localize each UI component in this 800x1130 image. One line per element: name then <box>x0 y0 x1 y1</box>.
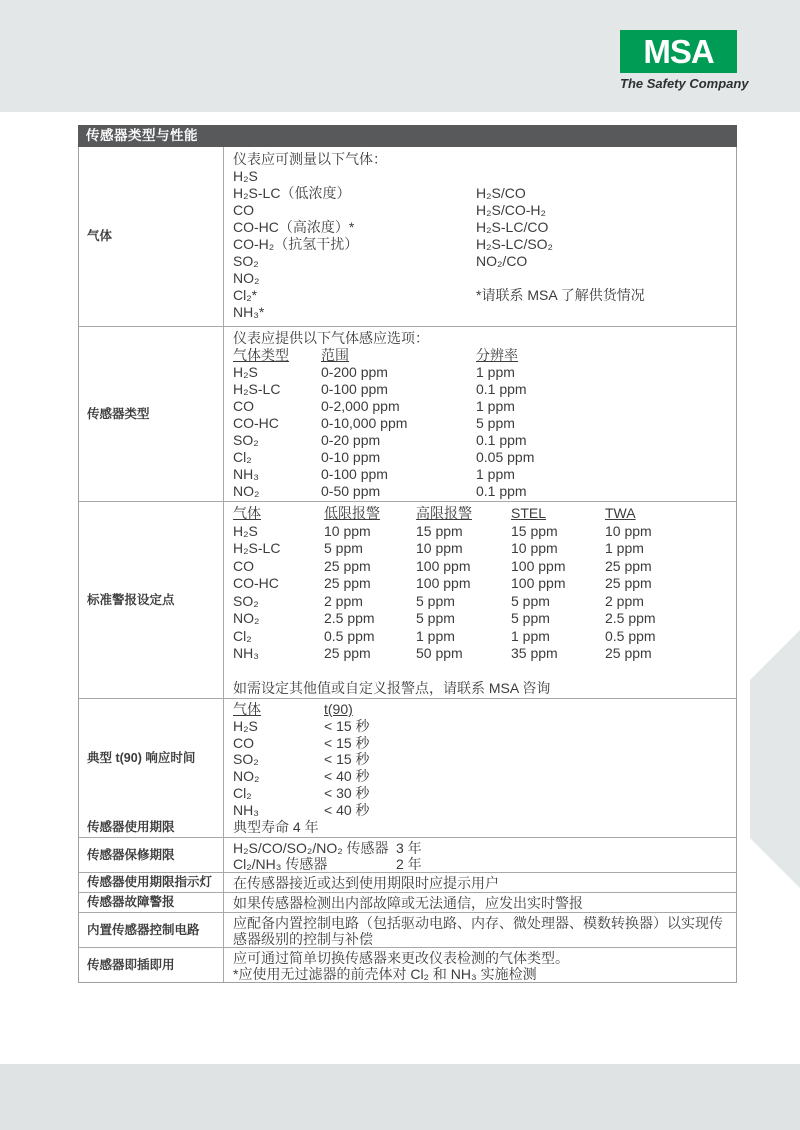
t90-cell: Cl₂ <box>233 784 252 801</box>
table-line <box>233 915 726 947</box>
t90-cell: H₂S <box>233 717 258 734</box>
alarm-cell: Cl₂ <box>233 627 252 644</box>
table-line <box>233 219 726 236</box>
sensor-range-cell: 1 ppm <box>476 466 515 482</box>
sensor-range-cell: 5 ppm <box>476 415 515 431</box>
sensor-range-cell: H₂S <box>233 364 258 380</box>
table-line <box>233 415 726 432</box>
alarm-cell: 100 ppm <box>416 557 471 574</box>
table-line <box>233 505 726 523</box>
alarm-cell: 10 ppm <box>416 540 463 556</box>
table-line <box>233 701 726 718</box>
sensor-range-cell: 0.05 ppm <box>476 449 535 465</box>
gas-name: NO₂/CO <box>476 253 528 269</box>
msa-logo <box>620 30 749 91</box>
table-line <box>233 645 726 663</box>
table-line <box>233 680 726 698</box>
alarm-cell: 0.5 ppm <box>324 627 375 644</box>
row-label: 传感器使用期限指示灯 <box>79 873 224 892</box>
alarm-cell: H₂S-LC <box>233 540 281 556</box>
gas-name: H₂S-LC（低浓度） <box>233 185 351 201</box>
table-line <box>233 875 726 891</box>
alarm-cell: 5 ppm <box>416 592 455 609</box>
t90-cell: < 15 秒 <box>324 717 370 734</box>
alarm-cell: 2 ppm <box>324 592 363 609</box>
value-cell: Cl₂/NH₃ 传感器 <box>233 856 328 872</box>
alarm-cell: 25 ppm <box>605 645 652 661</box>
t90-cell: < 40 秒 <box>324 768 370 785</box>
table-row <box>79 912 736 947</box>
alarm-cell: CO-HC <box>233 575 279 591</box>
alarm-cell: 10 ppm <box>511 540 558 556</box>
alarm-cell: 1 ppm <box>605 540 644 556</box>
row-label-alarm-setpoints: 标准警报设定点 <box>79 502 224 698</box>
table-line <box>233 253 726 270</box>
table-line <box>233 398 726 415</box>
column-header: 高限报警 <box>416 505 472 521</box>
column-header: 气体类型 <box>233 347 289 363</box>
table-row <box>79 817 736 837</box>
table-line <box>233 202 726 219</box>
table-line <box>233 287 726 304</box>
alarm-cell: 1 ppm <box>416 627 455 644</box>
gas-name: NH₃* <box>233 304 265 320</box>
sensor-range-cell: 0-50 ppm <box>321 483 381 499</box>
column-header: 气体 <box>233 701 261 717</box>
sensor-range-cell: 0-100 ppm <box>321 381 388 397</box>
column-header: TWA <box>605 505 636 521</box>
alarm-cell: 15 ppm <box>416 522 463 539</box>
alarm-cell: 25 ppm <box>605 557 652 574</box>
table-row <box>79 947 736 982</box>
table-line <box>233 768 726 785</box>
sensor-range-cell: 0-10,000 ppm <box>321 415 408 431</box>
table-line <box>233 966 726 982</box>
row-label: 传感器保修期限 <box>79 838 224 872</box>
sensor-range-cell: Cl₂ <box>233 449 252 465</box>
t90-cell: < 15 秒 <box>324 751 370 768</box>
alarm-cell: H₂S <box>233 522 258 539</box>
table-line <box>233 347 726 364</box>
gas-name: H₂S/CO <box>476 185 526 201</box>
table-line <box>233 802 726 817</box>
table-row-t90 <box>79 698 736 817</box>
row-label: 内置传感器控制电路 <box>79 913 224 947</box>
alarm-cell: 1 ppm <box>511 627 550 644</box>
gas-name: H₂S/CO-H₂ <box>476 202 546 218</box>
alarm-cell: 2.5 ppm <box>324 610 375 626</box>
alarm-cell: 100 ppm <box>416 575 471 591</box>
table-line <box>233 540 726 558</box>
text-cell: 在传感器接近或达到使用期限时应提示用户 <box>233 875 499 891</box>
gas-name: Cl₂* <box>233 287 258 303</box>
table-line <box>233 185 726 202</box>
alarm-cell: 25 ppm <box>605 575 652 591</box>
sensor-range-cell: 0.1 ppm <box>476 432 527 448</box>
gas-intro: 仪表应可测量以下气体： <box>233 151 387 167</box>
sensor-range-cell: NH₃ <box>233 466 259 482</box>
sensor-spec-table <box>78 125 737 983</box>
column-header: STEL <box>511 505 547 521</box>
text-cell: 应配备内置控制电路（包括驱动电路、内存、微处理器、模数转换器）以实现传感器级别的控制与补偿 <box>233 915 723 947</box>
alarm-cell: 0.5 ppm <box>605 627 656 644</box>
alarm-cell: 25 ppm <box>324 557 371 574</box>
t90-cell: SO₂ <box>233 751 259 768</box>
gas-name: *请联系 MSA 了解供货情况 <box>476 287 645 303</box>
row-label: 传感器使用期限 <box>79 817 224 837</box>
column-header: 低限报警 <box>324 505 380 521</box>
msa-logo-tagline: The Safety Company <box>620 76 749 91</box>
table-line <box>233 610 726 628</box>
msa-logo-box <box>620 30 737 73</box>
table-row <box>79 892 736 912</box>
table-line <box>233 168 726 185</box>
sensor-range-cell: CO <box>233 398 254 414</box>
gas-name: CO-H₂（抗氢干扰） <box>233 236 359 252</box>
sensor-range-cell: 0-2,000 ppm <box>321 398 400 414</box>
table-line <box>233 304 726 321</box>
alarm-cell: 50 ppm <box>416 645 463 661</box>
alarm-cell: 5 ppm <box>511 610 550 626</box>
value-cell: 2 年 <box>396 856 422 872</box>
table-row-sensor-type <box>79 326 736 501</box>
row-label: 传感器故障警报 <box>79 893 224 912</box>
table-title: 传感器类型与性能 <box>78 125 737 147</box>
gas-name: H₂S-LC/CO <box>476 219 549 235</box>
alarm-cell: 2.5 ppm <box>605 610 656 626</box>
alarm-setpoint-list <box>224 502 736 698</box>
value-cell: H₂S/CO/SO₂/NO₂ 传感器 <box>233 840 389 856</box>
alarm-cell: 100 ppm <box>511 557 566 574</box>
sensor-range-cell: 0-200 ppm <box>321 364 388 380</box>
table-line <box>233 364 726 381</box>
sensor-range-cell: 0-20 ppm <box>321 432 381 448</box>
alarm-cell: 35 ppm <box>511 645 558 661</box>
table-line <box>233 432 726 449</box>
table-line <box>233 718 726 735</box>
text-cell: 如果传感器检测出内部故障或无法通信，应发出实时警报 <box>233 895 583 911</box>
column-header: t(90) <box>324 701 353 717</box>
table-line <box>233 735 726 752</box>
alarm-cell: 5 ppm <box>416 610 455 626</box>
table-line <box>233 785 726 802</box>
table-line <box>233 663 726 681</box>
table-line <box>233 575 726 593</box>
table-line <box>233 236 726 253</box>
table-line <box>233 950 726 966</box>
gas-name: CO <box>233 202 254 218</box>
sensor-range-cell: H₂S-LC <box>233 381 281 397</box>
gas-name: NO₂ <box>233 270 260 286</box>
text-cell: *应使用无过滤器的前壳体对 Cl₂ 和 NH₃ 实施检测 <box>233 966 537 982</box>
t90-cell: < 40 秒 <box>324 801 370 817</box>
table-line <box>233 330 726 347</box>
alarm-cell: SO₂ <box>233 592 259 609</box>
row-label-gas: 气体 <box>79 147 224 326</box>
alarm-cell: 100 ppm <box>511 575 566 591</box>
alarm-cell: 5 ppm <box>511 592 550 609</box>
gas-name: H₂S <box>233 168 258 184</box>
sensor-range-cell: 0-100 ppm <box>321 466 388 482</box>
sensor-range-cell: 0-10 ppm <box>321 449 381 465</box>
t90-list <box>224 699 736 817</box>
row-content <box>224 948 736 982</box>
t90-cell: NO₂ <box>233 768 260 785</box>
text-cell: 典型寿命 4 年 <box>233 819 319 835</box>
column-header: 气体 <box>233 505 261 521</box>
table-line <box>233 628 726 646</box>
table-line <box>233 558 726 576</box>
alarm-cell: 10 ppm <box>324 522 371 539</box>
sensor-range-cell: SO₂ <box>233 432 259 448</box>
sensor-range-cell: NO₂ <box>233 483 260 499</box>
chevron-graphic <box>750 630 800 888</box>
row-content <box>224 873 736 892</box>
alarm-cell: NO₂ <box>233 610 260 626</box>
alarm-cell: NH₃ <box>233 645 259 661</box>
alarm-cell: 15 ppm <box>511 522 558 539</box>
t90-cell: < 30 秒 <box>324 784 370 801</box>
table-line <box>233 523 726 541</box>
table-row <box>79 837 736 872</box>
table-row-gas <box>79 147 736 326</box>
sensor-range-cell: 0.1 ppm <box>476 381 527 397</box>
row-content <box>224 893 736 912</box>
alarm-cell: 10 ppm <box>605 522 652 539</box>
t90-cell: NH₃ <box>233 801 259 817</box>
msa-logo-text: MSA <box>643 33 714 70</box>
table-line <box>233 895 726 911</box>
alarm-cell: 2 ppm <box>605 592 644 609</box>
table-line <box>233 449 726 466</box>
alarm-cell: 25 ppm <box>324 645 371 661</box>
table-row-alarm-setpoints <box>79 501 736 698</box>
sensor-range-cell: 0.1 ppm <box>476 483 527 499</box>
table-line <box>233 381 726 398</box>
table-line <box>233 819 726 835</box>
gas-list <box>224 147 736 326</box>
alarm-cell: 5 ppm <box>324 540 363 556</box>
table-line <box>233 751 726 768</box>
gas-name: CO-HC（高浓度）* <box>233 219 355 235</box>
row-label-t90: 典型 t(90) 响应时间 <box>79 699 224 817</box>
alarm-cell: 25 ppm <box>324 575 371 591</box>
t90-cell: CO <box>233 734 254 751</box>
gas-name: H₂S-LC/SO₂ <box>476 236 553 252</box>
table-line <box>233 466 726 483</box>
column-header: 分辨率 <box>476 347 518 363</box>
sensor-range-cell: 1 ppm <box>476 398 515 414</box>
gas-name: SO₂ <box>233 253 259 269</box>
row-content <box>224 838 736 872</box>
table-line <box>233 483 726 500</box>
row-content <box>224 913 736 947</box>
alarm-note: 如需设定其他值或自定义报警点，请联系 MSA 咨询 <box>233 680 551 696</box>
table-line <box>233 840 726 856</box>
spacer <box>233 663 237 681</box>
value-cell: 3 年 <box>396 840 422 856</box>
sensor-type-list <box>224 327 736 501</box>
text-cell: 应可通过简单切换传感器来更改仪表检测的气体类型。 <box>233 950 569 966</box>
sensor-range-cell: CO-HC <box>233 415 279 431</box>
column-header: 范围 <box>321 347 349 363</box>
t90-cell: < 15 秒 <box>324 734 370 751</box>
row-label-sensor-type: 传感器类型 <box>79 327 224 501</box>
table-line <box>233 151 726 168</box>
footer-gray-band <box>0 1064 800 1130</box>
table-line <box>233 270 726 287</box>
table-row <box>79 872 736 892</box>
sensor-intro: 仪表应提供以下气体感应选项： <box>233 330 429 346</box>
table-line <box>233 593 726 611</box>
sensor-range-cell: 1 ppm <box>476 364 515 380</box>
row-label: 传感器即插即用 <box>79 948 224 982</box>
row-content <box>224 817 736 837</box>
alarm-cell: CO <box>233 557 254 574</box>
table-line <box>233 856 726 872</box>
